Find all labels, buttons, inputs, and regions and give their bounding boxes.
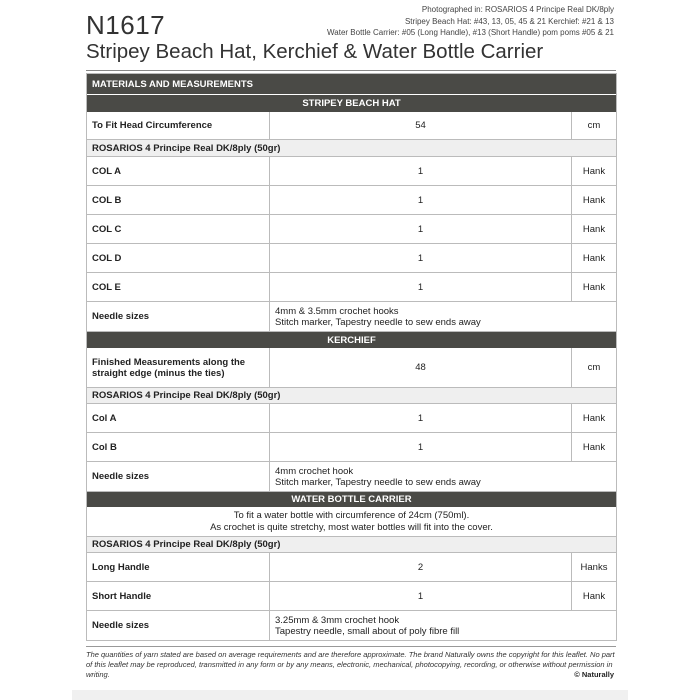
row-label: Needle sizes: [87, 462, 270, 491]
row-label: COL C: [87, 215, 270, 243]
hat-section-title: STRIPEY BEACH HAT: [87, 95, 616, 112]
bottle-note: [87, 507, 616, 536]
bottle-yarn-row: [87, 537, 616, 553]
needle-line-1: 4mm crochet hook: [275, 465, 354, 477]
pattern-title: Stripey Beach Hat, Kerchief & Water Bottle Carrier: [86, 40, 544, 63]
row-label: Finished Measurements along the straight edge (minus the ties): [87, 348, 270, 387]
row-value: 1: [270, 157, 572, 185]
table-row: [87, 582, 616, 611]
needle-details: [270, 302, 616, 331]
kerchief-measure-row: [87, 348, 616, 388]
row-unit: cm: [587, 120, 601, 131]
note-line-2: As crochet is quite stretchy, most water bottles will fit into the cover.: [210, 521, 493, 533]
materials-heading: MATERIALS AND MEASUREMENTS: [87, 74, 616, 95]
brand-mark: © Naturally: [574, 670, 614, 679]
materials-table: [86, 73, 617, 641]
table-row: [87, 553, 616, 582]
row-label: COL A: [87, 157, 270, 185]
needle-line-1: 4mm & 3.5mm crochet hooks: [275, 305, 399, 317]
yarn-label: ROSARIOS 4 Principe Real DK/8ply (50gr): [92, 539, 281, 550]
needle-details: [270, 462, 616, 491]
needle-line-2: Stitch marker, Tapestry needle to sew ends away: [275, 316, 481, 328]
row-value: 1: [270, 404, 572, 432]
row-unit: Hank: [582, 165, 606, 177]
row-unit: Hank: [582, 590, 606, 602]
footer-band: [72, 690, 628, 700]
bottom-rule: [86, 646, 616, 647]
needle-details: [270, 611, 616, 640]
row-value: 48: [270, 348, 572, 387]
bottle-needle-row: [87, 611, 616, 641]
kerchief-needle-row: [87, 462, 616, 492]
table-row: [87, 215, 616, 244]
row-label: COL B: [87, 186, 270, 214]
row-value: 1: [270, 273, 572, 301]
pattern-code: N1617: [86, 10, 166, 40]
row-unit: Hank: [582, 441, 606, 453]
photo-credits: [327, 4, 614, 39]
row-unit: Hank: [582, 194, 606, 206]
row-label: Col A: [87, 404, 270, 432]
bottle-note-row: [87, 507, 616, 537]
row-unit: Hank: [582, 223, 606, 235]
table-row: [87, 157, 616, 186]
table-row: [87, 404, 616, 433]
row-value: 2: [270, 553, 572, 581]
row-unit: Hank: [582, 281, 606, 293]
row-unit: Hank: [582, 252, 606, 264]
row-label: To Fit Head Circumference: [87, 112, 270, 139]
credit-line-1: Photographed in: ROSARIOS 4 Principe Real DK/8ply: [421, 5, 614, 14]
row-label: COL E: [87, 273, 270, 301]
row-unit: cm: [587, 362, 601, 373]
hat-needle-row: [87, 302, 616, 332]
row-label: Short Handle: [87, 582, 270, 610]
table-row: [87, 186, 616, 215]
bottle-section-title: WATER BOTTLE CARRIER: [87, 492, 616, 507]
row-value: 1: [270, 433, 572, 461]
credit-line-3: Water Bottle Carrier: #05 (Long Handle), #13 (Short Handle) pom poms #05 & 21: [327, 28, 614, 38]
kerchief-yarn-row: [87, 388, 616, 404]
row-label: Long Handle: [87, 553, 270, 581]
row-value: 1: [270, 244, 572, 272]
row-value: 1: [270, 582, 572, 610]
row-value: 54: [270, 112, 572, 139]
yarn-label: ROSARIOS 4 Principe Real DK/8ply (50gr): [92, 142, 281, 154]
table-row: [87, 244, 616, 273]
kerchief-section-title: KERCHIEF: [87, 332, 616, 348]
row-label: Needle sizes: [87, 611, 270, 640]
row-unit: Hank: [582, 412, 606, 424]
row-value: 1: [270, 186, 572, 214]
needle-line-2: Stitch marker, Tapestry needle to sew ends away: [275, 476, 481, 488]
row-label: Needle sizes: [87, 302, 270, 331]
table-row: [87, 273, 616, 302]
needle-line-1: 3.25mm & 3mm crochet hook: [275, 614, 400, 626]
note-line-1: To fit a water bottle with circumference of 24cm (750ml).: [233, 510, 470, 521]
credit-line-2: Stripey Beach Hat: #43, 13, 05, 45 & 21 Kerchief: #21 & 13: [404, 16, 614, 26]
top-rule: [86, 70, 616, 71]
needle-line-2: Tapestry needle, small about of poly fibre fill: [275, 625, 460, 637]
hat-yarn-row: [87, 140, 616, 157]
table-row: [87, 433, 616, 462]
row-label: COL D: [87, 244, 270, 272]
yarn-label: ROSARIOS 4 Principe Real DK/8ply (50gr): [92, 390, 281, 401]
row-value: 1: [270, 215, 572, 243]
hat-fit-row: [87, 112, 616, 140]
row-unit: Hanks: [580, 561, 608, 573]
copyright-disclaimer: The quantities of yarn stated are based on average requirements and are therefore approximate. The brand Naturally owns the copyright for this leaflet. No part of this leaflet may be reproduced, transmitted in any form or by any means, electronic, mechanical, photocopying, recording, or otherwise without permission in writing.: [86, 650, 615, 679]
row-label: Col B: [87, 433, 270, 461]
